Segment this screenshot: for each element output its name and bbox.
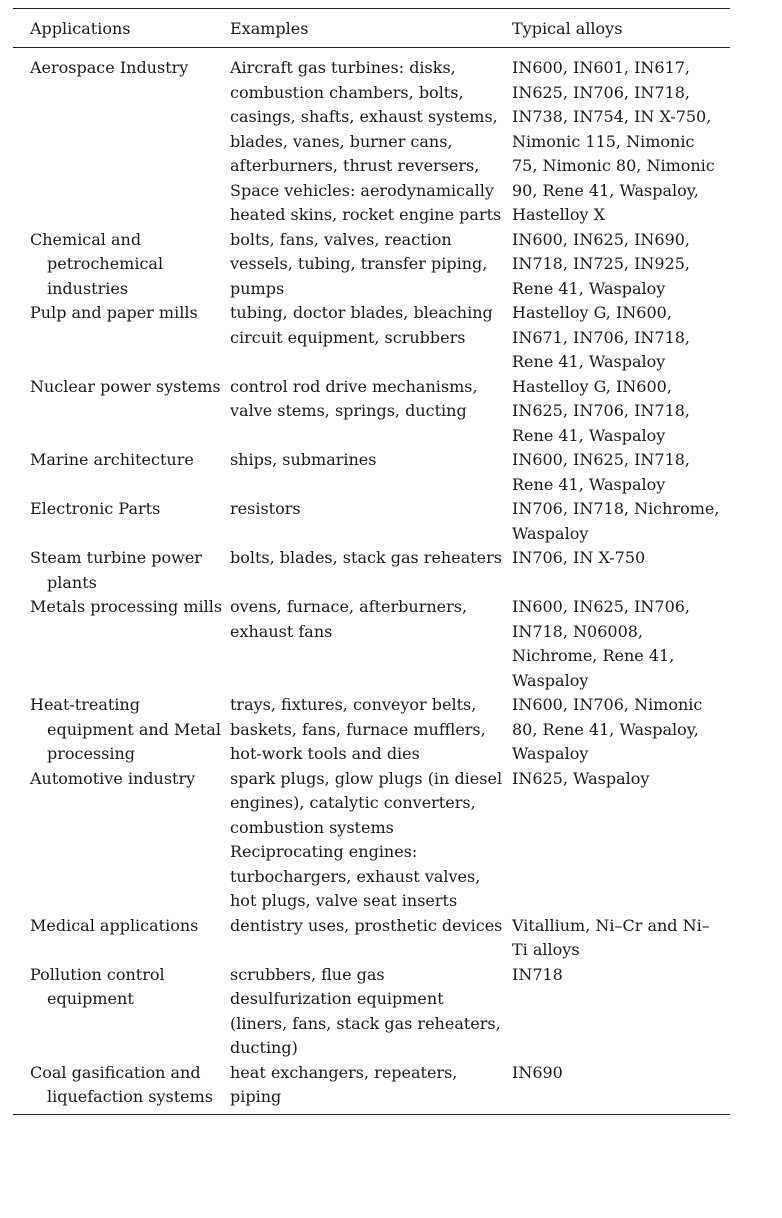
examples-text: scrubbers, flue gas desulfurization equipment (liners, fans, stack gas reheaters, ducting)	[230, 964, 501, 1057]
table-row	[13, 767, 730, 914]
examples-text: spark plugs, glow plugs (in diesel engines), catalytic converters, combustion systems	[230, 768, 503, 837]
examples-cell	[230, 546, 512, 595]
table-row	[13, 914, 730, 963]
application-cell: Automotive industry	[30, 768, 196, 788]
application-cell: Metals processing mills	[30, 597, 223, 616]
header-applications: Applications	[30, 18, 131, 38]
application-cell: Nuclear power systems	[30, 376, 221, 396]
alloys-cell: IN600, IN625, IN706, IN718, N06008, Nichrome, Rene 41, Waspaloy	[512, 597, 691, 690]
examples-cell	[230, 767, 512, 914]
table-row	[13, 56, 730, 228]
application-cell: Aerospace Industry	[30, 58, 189, 77]
application-cell: Coal gasification and liquefaction systems	[30, 1062, 213, 1106]
examples-text: bolts, blades, stack gas reheaters	[230, 548, 502, 567]
table-row	[13, 448, 730, 497]
alloy-applications-table	[13, 8, 730, 1115]
examples-cell	[230, 1061, 512, 1110]
examples-text: heat exchangers, repeaters, piping	[230, 1062, 458, 1106]
examples-text: dentistry uses, prosthetic devices	[230, 915, 503, 935]
alloys-cell: Vitallium, Ni–Cr and Ni–Ti alloys	[512, 915, 710, 959]
application-cell: Medical applications	[30, 915, 199, 935]
examples-text: ovens, furnace, afterburners, exhaust fans	[230, 597, 468, 641]
examples-text: Reciprocating engines: turbochargers, exhaust valves, hot plugs, valve seat inserts	[230, 842, 481, 910]
examples-text: tubing, doctor blades, bleaching circuit equipment, scrubbers	[230, 303, 493, 347]
examples-cell	[230, 497, 512, 546]
examples-text: bolts, fans, valves, reaction vessels, tubing, transfer piping, pumps	[230, 229, 488, 298]
examples-text: ships, submarines	[230, 450, 377, 469]
examples-cell	[230, 448, 512, 497]
table-row	[13, 497, 730, 546]
table-row	[13, 546, 730, 595]
examples-text: control rod drive mechanisms, valve stems, springs, ducting	[230, 376, 478, 420]
application-cell: Chemical and petrochemical industries	[30, 229, 164, 298]
alloys-cell: IN600, IN625, IN690, IN718, IN725, IN925, Rene 41, Waspaloy	[512, 229, 691, 298]
alloys-cell: Hastelloy G, IN600, IN625, IN706, IN718, Rene 41, Waspaloy	[512, 376, 691, 445]
table-row	[13, 1061, 730, 1110]
examples-cell	[230, 228, 512, 302]
alloys-cell: IN706, IN718, Nichrome, Waspaloy	[512, 499, 720, 543]
alloys-cell: IN600, IN706, Nimonic 80, Rene 41, Waspaloy, Waspaloy	[512, 695, 703, 763]
table-row	[13, 375, 730, 449]
table-row	[13, 595, 730, 693]
application-cell: Marine architecture	[30, 450, 194, 469]
examples-text: resistors	[230, 499, 301, 518]
application-cell: Heat-treating equipment and Metal processing	[30, 695, 221, 763]
examples-cell	[230, 56, 512, 228]
table-row	[13, 228, 730, 302]
examples-text: Aircraft gas turbines: disks, combustion chambers, bolts, casings, shafts, exhaust systems, blades, vanes, burner cans, afterburners, thrust reversers,	[230, 58, 498, 175]
examples-cell	[230, 963, 512, 1061]
application-cell: Electronic Parts	[30, 499, 161, 518]
application-cell: Pulp and paper mills	[30, 303, 198, 322]
alloys-cell: Hastelloy G, IN600, IN671, IN706, IN718, Rene 41, Waspaloy	[512, 303, 691, 371]
alloys-cell: IN600, IN601, IN617, IN625, IN706, IN718, IN738, IN754, IN X-750, Nimonic 115, Nimonic 75, Nimonic 80, Nimonic 90, Rene 41, Waspaloy, Hastelloy X	[512, 58, 715, 224]
alloys-cell: IN690	[512, 1062, 563, 1082]
alloys-cell: IN706, IN X-750	[512, 548, 646, 567]
header-typical-alloys: Typical alloys	[512, 18, 623, 38]
alloys-cell: IN600, IN625, IN718, Rene 41, Waspaloy	[512, 450, 691, 494]
alloys-cell: IN718	[512, 964, 563, 984]
table-row	[13, 963, 730, 1061]
examples-cell	[230, 375, 512, 449]
examples-text: Space vehicles: aerodynamically heated skins, rocket engine parts	[230, 180, 502, 224]
table-body	[13, 48, 730, 1110]
table-bottom-rule	[13, 1114, 730, 1115]
application-cell: Pollution control equipment	[30, 964, 165, 1008]
alloys-cell: IN625, Waspaloy	[512, 768, 650, 788]
examples-cell	[230, 914, 512, 963]
header-examples: Examples	[230, 18, 309, 38]
application-cell: Steam turbine power plants	[30, 548, 202, 592]
table-row	[13, 301, 730, 375]
table-header-row	[13, 9, 730, 47]
examples-text: trays, fixtures, conveyor belts, baskets, fans, furnace mufflers, hot-work tools and dies	[230, 695, 486, 763]
examples-cell	[230, 595, 512, 693]
examples-cell	[230, 301, 512, 375]
table-row	[13, 693, 730, 767]
examples-cell	[230, 693, 512, 767]
